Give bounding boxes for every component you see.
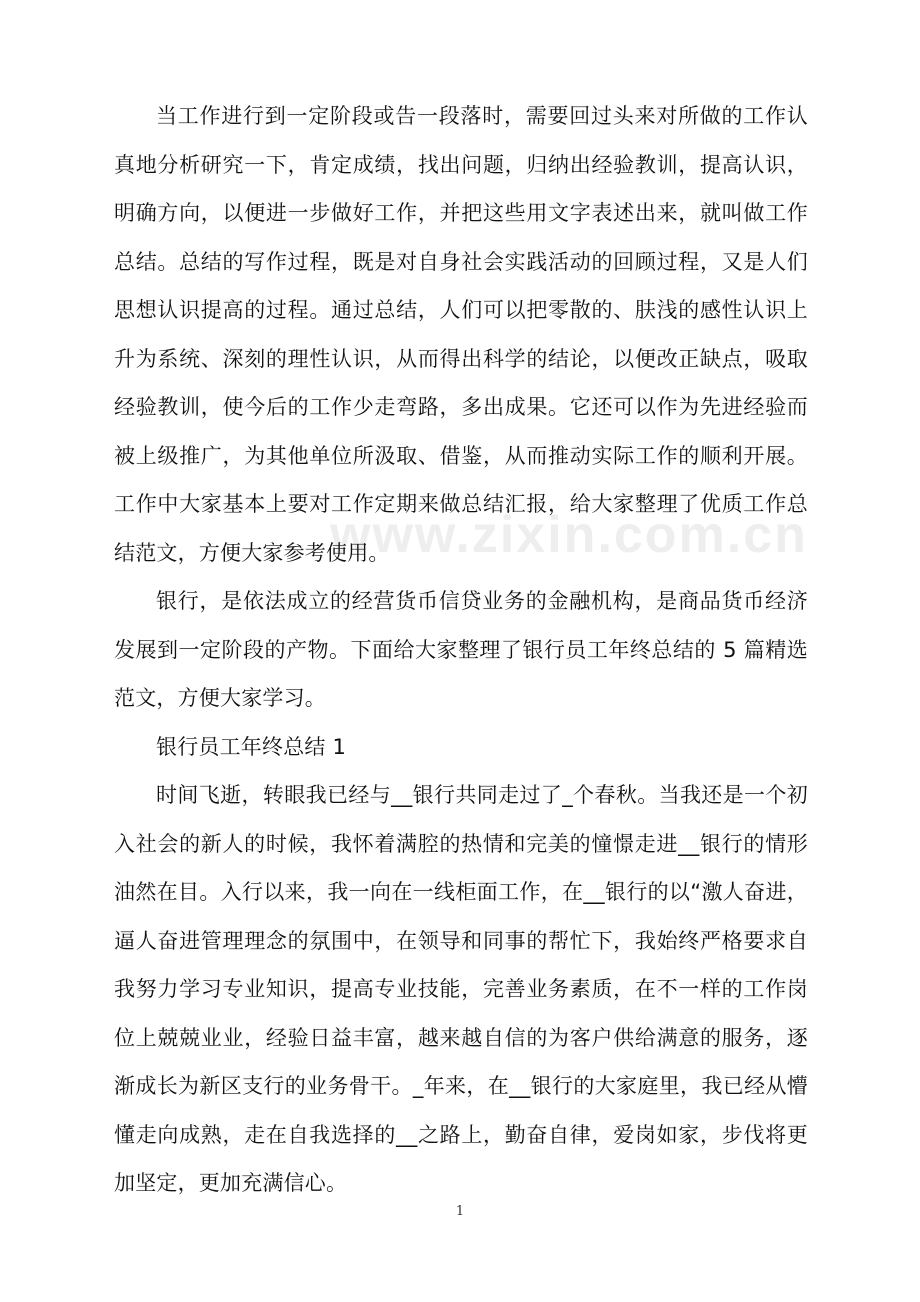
document-body: [114, 92, 808, 1208]
paragraph-bank-definition: 银行，是依法成立的经营货币信贷业务的金融机构，是商品货币经济发展到一定阶段的产物。下面给大家整理了银行员工年终总结的 5 篇精选范文，方便大家学习。: [114, 589, 808, 710]
page-number: 1: [455, 1204, 465, 1219]
section-heading: 银行员工年终总结 1: [156, 734, 347, 759]
paragraph-intro: 当工作进行到一定阶段或告一段落时，需要回过头来对所做的工作认真地分析研究一下，肯定成绩，找出问题，归纳出经验教训，提高认识，明确方向，以便进一步做好工作，并把这些用文字表述出来，就叫做工作总结。总结的写作过程，既是对自身社会实践活动的回顾过程，又是人们思想认识提高的过程。通过总结，人们可以把零散的、肤浅的感性认识上升为系统、深刻的理性认识，从而得出科学的结论，以便改正缺点，吸取经验教训，使今后的工作少走弯路，多出成果。它还可以作为先进经验而被上级推广，为其他单位所汲取、借鉴，从而推动实际工作的顺利开展。工作中大家基本上要对工作定期来做总结汇报，给大家整理了优质工作总结范文，方便大家参考使用。: [114, 104, 808, 565]
watermark: www.zixin.com.cn: [330, 506, 808, 564]
paragraph-summary-1: 时间飞逝，转眼我已经与__银行共同走过了_个春秋。当我还是一个初入社会的新人的时候，我怀着满腔的热情和完美的憧憬走进__银行的情形油然在目。入行以来，我一向在一线柜面工作，在__银行的以“激人奋进，逼人奋进管理理念的氛围中，在领导和同事的帮忙下，我始终严格要求自我努力学习专业知识，提高专业技能，完善业务素质，在不一样的工作岗位上兢兢业业，经验日益丰富，越来越自信的为客户供给满意的服务，逐渐成长为新区支行的业务骨干。_年来，在__银行的大家庭里，我已经从懵懂走向成熟，走在自我选择的__之路上，勤奋自律，爱岗如家，步伐将更加坚定，更加充满信心。: [114, 783, 808, 1195]
